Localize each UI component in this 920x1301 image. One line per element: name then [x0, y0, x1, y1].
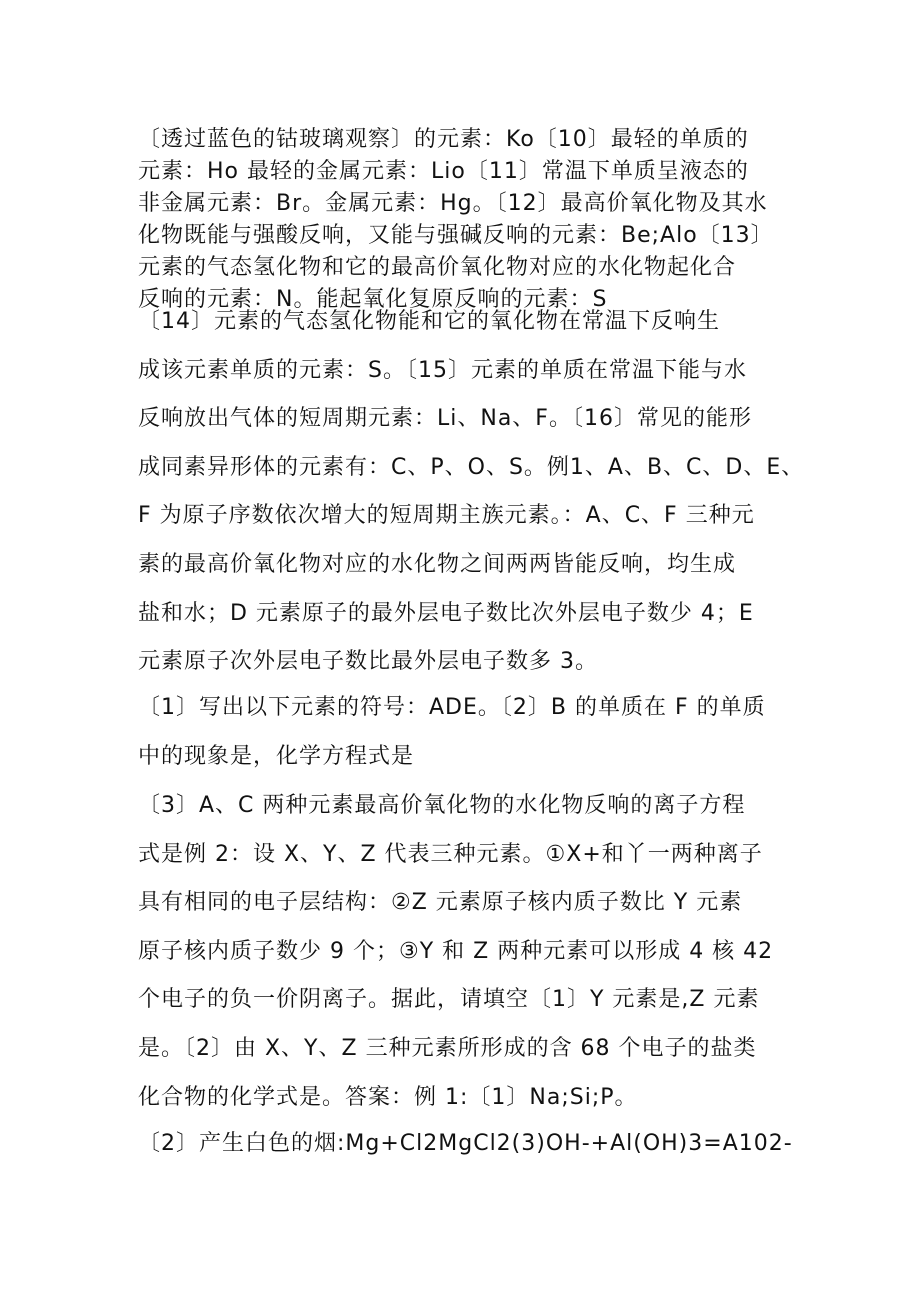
text-line: 盐和水；D 元素原子的最外层电子数比次外层电子数少 4；E	[138, 600, 754, 626]
text-line: 〔透过蓝色的钴玻璃观察〕的元素：Ko〔10〕最轻的单质的	[138, 127, 749, 152]
text-line: 化合物的化学式是。答案：例 1:〔1〕Na;Si;P。	[138, 1084, 638, 1110]
text-line: 具有相同的电子层结构：②Z 元素原子核内质子数比 Y 元素	[138, 890, 743, 916]
text-line: 中的现象是，化学方程式是	[138, 743, 415, 769]
text-line: 反响放出气体的短周期元素：Li、Na、F。〔16〕常见的能形	[138, 406, 752, 432]
text-line: 〔1〕写出以下元素的符号：ADE。〔2〕B 的单质在 F 的单质	[138, 695, 766, 720]
text-line: 反响的元素：N。能起氧化复原反响的元素：S	[138, 287, 608, 312]
text-line: 是。〔2〕由 X、Y、Z 三种元素所形成的含 68 个电子的盐类	[138, 1035, 757, 1061]
text-line: 元素原子次外层电子数比最外层电子数多 3。	[138, 649, 598, 675]
text-line: 化物既能与强酸反响，又能与强碱反响的元素：Be;Alo〔13〕	[138, 223, 774, 248]
text-line: 〔14〕元素的气态氢化物能和它的氧化物在常温下反响生	[138, 309, 720, 334]
text-line: 个电子的负一价阴离子。据此，请填空〔1〕Y 元素是,Z 元素	[138, 987, 760, 1013]
paragraph-4	[138, 782, 788, 1122]
text-line: 原子核内质子数少 9 个；③Y 和 Z 两种元素可以形成 4 核 42	[138, 938, 774, 964]
text-line: 〔3〕A、C 两种元素最高价氧化物的水化物反响的离子方程	[138, 793, 746, 818]
text-line: 成该元素单质的元素：S。〔15〕元素的单质在常温下能与水	[138, 357, 747, 383]
paragraph-5	[138, 1120, 793, 1169]
text-line: 元素的气态氢化物和它的最高价氧化物对应的水化物起化合	[138, 255, 737, 280]
text-line: F 为原子序数依次增大的短周期主族元素。：A、C、F 三种元	[138, 503, 755, 529]
text-line: 非金属元素：Br。金属元素：Hg。〔12〕最高价氧化物及其水	[138, 191, 768, 216]
text-line: 素的最高价氧化物对应的水化物之间两两皆能反响，均生成	[138, 551, 737, 577]
paragraph-1	[138, 124, 788, 316]
text-line: 式是例 2：设 X、Y、Z 代表三种元素。①X+和丫一两种离子	[138, 841, 763, 867]
paragraph-2	[138, 298, 805, 687]
text-line: 成同素异形体的元素有：C、P、O、S。例1、A、B、C、D、E、	[138, 454, 805, 480]
text-line: 〔2〕产生白色的烟:Mg+Cl2MgCl2(3)OH-+Al(OH)3=A102-	[138, 1131, 793, 1156]
paragraph-3	[138, 684, 788, 781]
text-line: 元素：Ho 最轻的金属元素：Lio〔11〕常温下单质呈液态的	[138, 159, 749, 184]
